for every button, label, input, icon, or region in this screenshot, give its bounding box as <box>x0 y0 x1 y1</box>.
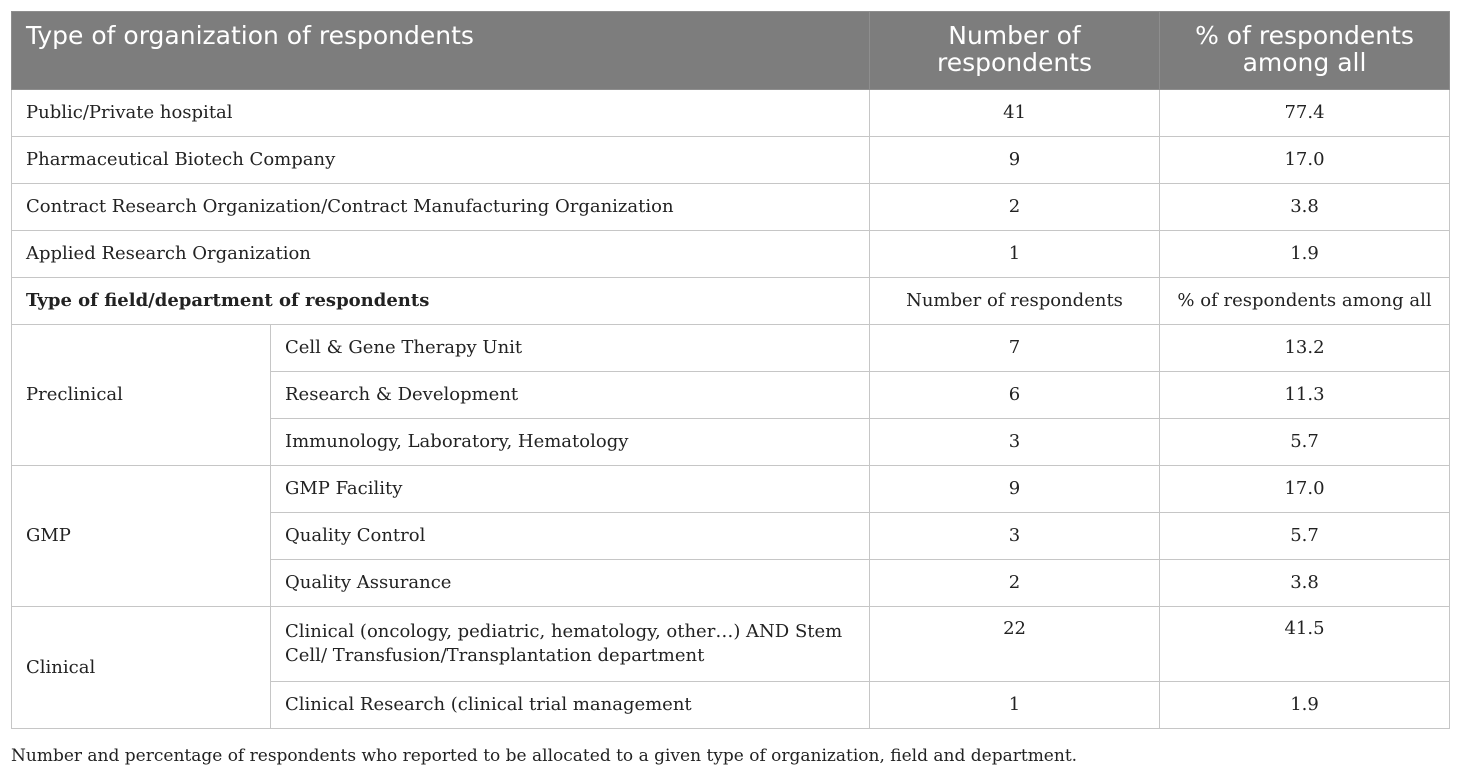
department-name: Quality Assurance <box>271 560 870 607</box>
department-number: 2 <box>870 560 1160 607</box>
organization-percent: 1.9 <box>1160 231 1450 278</box>
header-number: Number of respondents <box>870 12 1160 90</box>
table-row <box>12 90 1450 137</box>
department-number: 3 <box>870 513 1160 560</box>
department-name: Clinical Research (clinical trial management <box>271 682 870 729</box>
department-number: 7 <box>870 325 1160 372</box>
department-number: 3 <box>870 419 1160 466</box>
department-name: Research & Development <box>271 372 870 419</box>
table-row <box>12 231 1450 278</box>
organization-number: 41 <box>870 90 1160 137</box>
table-row <box>12 466 1450 513</box>
header-percent: % of respondents among all <box>1160 12 1450 90</box>
organization-number: 2 <box>870 184 1160 231</box>
department-number: 1 <box>870 682 1160 729</box>
section-subheader-row <box>12 278 1450 325</box>
group-name-clinical: Clinical <box>12 607 271 729</box>
department-percent: 1.9 <box>1160 682 1450 729</box>
organization-percent: 77.4 <box>1160 90 1450 137</box>
department-number: 6 <box>870 372 1160 419</box>
department-number: 9 <box>870 466 1160 513</box>
header-organization-type: Type of organization of respondents <box>12 12 870 90</box>
subheader-percent: % of respondents among all <box>1160 278 1450 325</box>
organization-type: Pharmaceutical Biotech Company <box>12 137 870 184</box>
organization-number: 1 <box>870 231 1160 278</box>
department-name: GMP Facility <box>271 466 870 513</box>
respondents-table <box>11 11 1450 729</box>
group-name-gmp: GMP <box>12 466 271 607</box>
department-number: 22 <box>870 607 1160 682</box>
department-percent: 5.7 <box>1160 513 1450 560</box>
organization-percent: 3.8 <box>1160 184 1450 231</box>
department-name: Quality Control <box>271 513 870 560</box>
department-name: Immunology, Laboratory, Hematology <box>271 419 870 466</box>
department-percent: 3.8 <box>1160 560 1450 607</box>
table-row <box>12 137 1450 184</box>
organization-type: Contract Research Organization/Contract Manufacturing Organization <box>12 184 870 231</box>
table-row <box>12 184 1450 231</box>
table-caption: Number and percentage of respondents who reported to be allocated to a given type of organization, field and department. <box>11 746 1078 766</box>
department-percent: 17.0 <box>1160 466 1450 513</box>
group-name-preclinical: Preclinical <box>12 325 271 466</box>
organization-percent: 17.0 <box>1160 137 1450 184</box>
department-name: Clinical (oncology, pediatric, hematology, other…) AND Stem Cell/ Transfusion/Transplantation department <box>271 607 870 682</box>
organization-type: Public/Private hospital <box>12 90 870 137</box>
department-percent: 11.3 <box>1160 372 1450 419</box>
department-percent: 5.7 <box>1160 419 1450 466</box>
table-row <box>12 325 1450 372</box>
table-header-row <box>12 12 1450 90</box>
department-percent: 13.2 <box>1160 325 1450 372</box>
subheader-department-type: Type of field/department of respondents <box>12 278 870 325</box>
table-row <box>12 607 1450 682</box>
subheader-number: Number of respondents <box>870 278 1160 325</box>
department-name: Cell & Gene Therapy Unit <box>271 325 870 372</box>
organization-number: 9 <box>870 137 1160 184</box>
department-percent: 41.5 <box>1160 607 1450 682</box>
organization-type: Applied Research Organization <box>12 231 870 278</box>
